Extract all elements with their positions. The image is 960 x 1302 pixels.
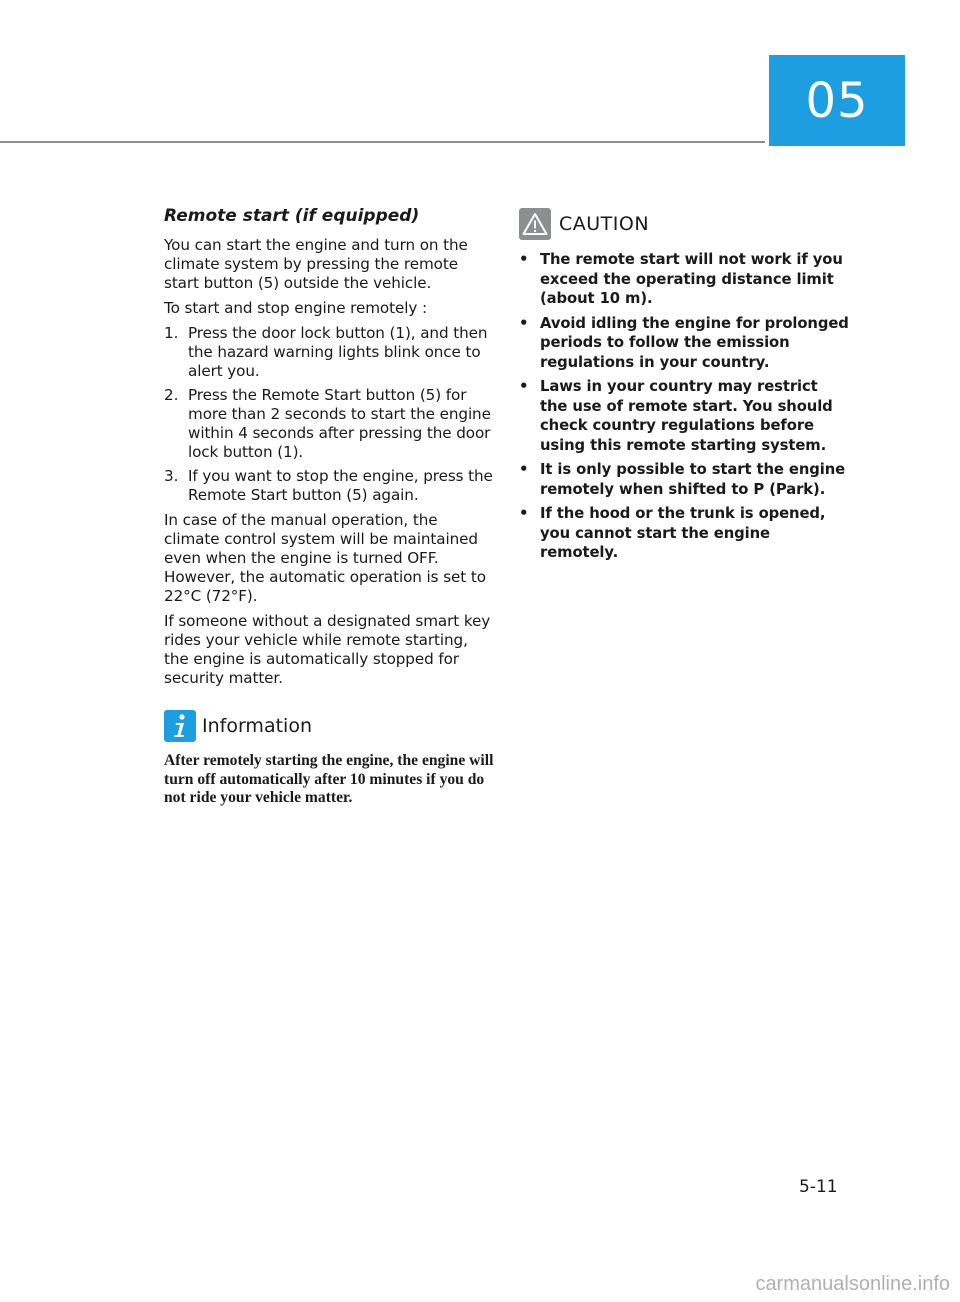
- step-item: [164, 467, 494, 505]
- section-title: Remote start (if equipped): [164, 206, 420, 226]
- bullet: •: [519, 314, 529, 332]
- information-body: After remotely starting the engine, the engine will turn off automatically after 10 minutes if you do not ride your vehicle matter.: [164, 752, 494, 806]
- step-number: 1.: [164, 324, 179, 342]
- caution-item: [519, 250, 849, 309]
- step-number: 2.: [164, 386, 179, 404]
- steps-lead: To start and stop engine remotely :: [164, 299, 427, 317]
- watermark: carmanualsonline.info: [755, 1273, 950, 1295]
- header-rule: [0, 141, 765, 143]
- manual-operation-note: In case of the manual operation, the climate control system will be maintained even when the engine is turned OFF. However, the automatic operation is set to 22°C (72°F).: [164, 511, 486, 605]
- caution-item: [519, 314, 849, 373]
- chapter-tab: 05: [769, 55, 905, 146]
- caution-text: If the hood or the trunk is opened, you cannot start the engine remotely.: [540, 505, 826, 561]
- step-item: [164, 324, 494, 381]
- left-column: [164, 206, 494, 808]
- warning-triangle-icon: [519, 208, 551, 240]
- bullet: •: [519, 505, 529, 522]
- steps-list: [164, 324, 494, 505]
- information-icon: [164, 710, 196, 742]
- step-text: Press the door lock button (1), and then the hazard warning lights blink once to alert you.: [188, 324, 488, 380]
- caution-item: [519, 377, 849, 455]
- caution-item: [519, 504, 849, 563]
- caution-text: It is only possible to start the engine remotely when shifted to P (Park).: [540, 461, 846, 498]
- caution-title: CAUTION: [559, 213, 650, 235]
- bullet: •: [519, 251, 529, 268]
- caution-text: Laws in your country may restrict the use of remote start. You should check country regulations before using this remote starting system.: [540, 378, 833, 454]
- caution-text: The remote start will not work if you exceed the operating distance limit (about 10 m).: [540, 251, 843, 307]
- step-item: [164, 386, 494, 462]
- caution-text: Avoid idling the engine for prolonged periods to follow the emission regulations in your country.: [540, 314, 849, 371]
- step-number: 3.: [164, 467, 179, 485]
- intro-paragraph: You can start the engine and turn on the climate system by pressing the remote start button (5) outside the vehicle.: [164, 236, 468, 292]
- step-text: Press the Remote Start button (5) for more than 2 seconds to start the engine within 4 seconds after pressing the door lock button (1).: [188, 386, 491, 461]
- bullet: •: [519, 461, 529, 478]
- caution-header: [519, 208, 849, 240]
- caution-item: [519, 460, 849, 499]
- bullet: •: [519, 378, 529, 395]
- information-header: [164, 710, 494, 742]
- step-text: If you want to stop the engine, press the Remote Start button (5) again.: [188, 467, 493, 504]
- security-note: If someone without a designated smart key rides your vehicle while remote starting, the engine is automatically stopped for security matter.: [164, 612, 491, 687]
- right-column: [519, 208, 849, 568]
- page-number: 5-11: [799, 1177, 838, 1197]
- caution-list: [519, 250, 849, 563]
- information-title: Information: [202, 715, 312, 737]
